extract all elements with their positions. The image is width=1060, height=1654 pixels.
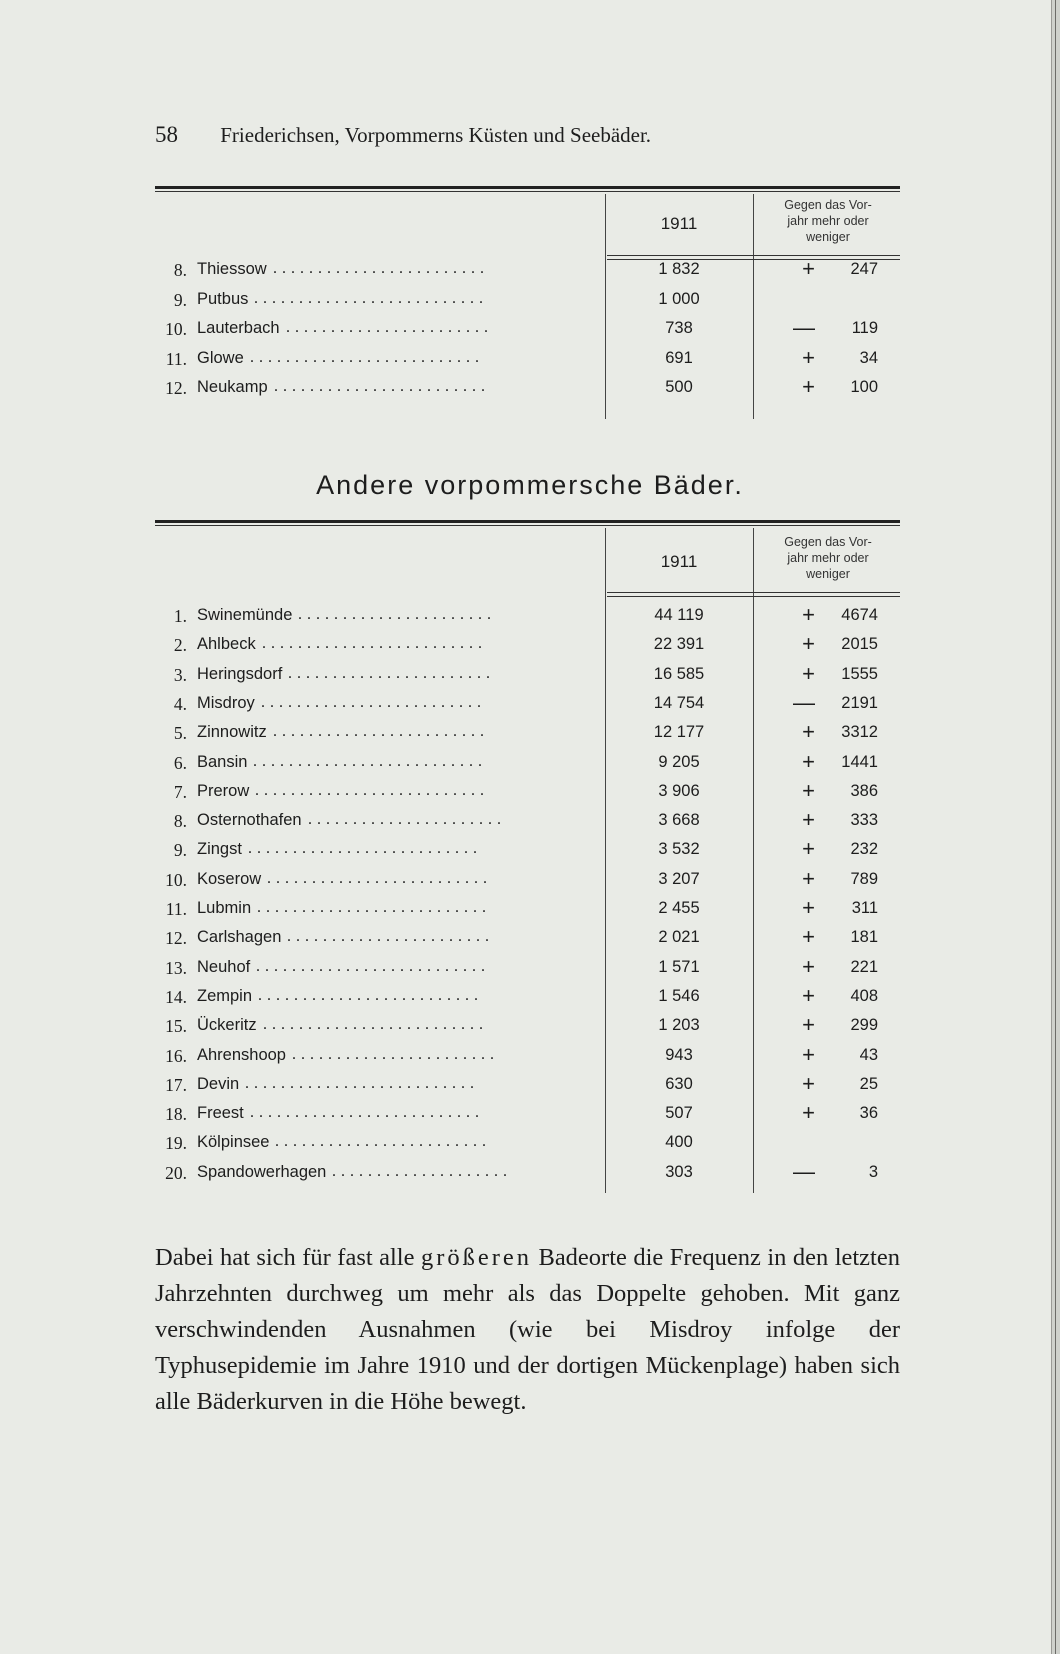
row-index: 4. [173,693,187,714]
row-index: 19. [165,1133,187,1154]
place-name: Neukamp [197,378,268,396]
place-name: Lubmin [197,899,252,917]
section-title: Andere vorpommersche Bäder. [316,470,744,500]
leader-dots: ...................... [308,811,506,829]
change-sign: + [802,631,815,657]
change-sign: + [802,807,815,833]
visitors-1911: 2 021 [658,928,700,947]
visitors-1911: 630 [665,1074,693,1093]
visitors-1911: 12 177 [653,723,705,742]
column-header-change-line: jahr mehr oder [787,214,869,228]
change-value: 1441 [841,752,878,771]
visitors-1911: 738 [665,319,693,337]
row-index: 5. [173,723,187,744]
change-value: 299 [850,1016,878,1035]
place-name: Carlshagen [197,928,282,947]
change-sign: + [802,1012,815,1038]
change-sign: — [793,315,815,340]
visitors-1911: 3 668 [658,811,700,830]
place-name: Freest [197,1104,244,1123]
visitors-1911: 400 [665,1133,693,1152]
visitors-1911: 1 832 [658,260,700,278]
row-index: 12. [165,928,187,949]
running-head [155,122,651,148]
visitors-1911: 1 571 [658,957,700,976]
visitors-1911: 44 119 [654,606,704,624]
change-sign: + [802,344,815,370]
change-value: 100 [850,378,878,396]
change-value: 34 [859,348,878,367]
place-name: Glowe [197,348,244,367]
leader-dots: ........................ [275,1133,491,1151]
place-name: Osternothafen [197,811,302,830]
row-index: 6. [173,752,187,773]
change-value: 181 [850,928,878,947]
change-sign: + [802,865,815,891]
visitors-1911: 691 [665,348,693,367]
leader-dots: ....................... [288,664,495,682]
place-name: Zempin [197,986,253,1005]
place-name: Thiessow [197,260,267,278]
row-index: 20. [165,1162,187,1183]
change-value: 221 [850,957,878,976]
row-index: 12. [165,378,187,398]
place-name: Heringsdorf [197,664,283,683]
column-header-change-line: jahr mehr oder [787,551,869,565]
row-index: 10. [165,869,187,890]
place-name: Ahlbeck [197,635,256,654]
table-top-rule [155,186,900,189]
visitors-1911: 3 532 [658,840,700,859]
place-name: Misdroy [197,693,255,712]
place-name: Zingst [197,840,242,859]
table-row [155,1158,900,1192]
change-value: 25 [859,1074,878,1093]
table-row [155,1100,900,1133]
visitors-1911: 943 [665,1045,693,1064]
change-sign: + [802,895,815,920]
paragraph-text: Badeorte die Frequenz in den letzten Jahrzehnten durchweg um mehr als das Doppelte gehoben. Mit ganz verschwindenden Ausnahmen (wie bei Misdroy infolge der Typhusepidemie im Jahre 1910 und der dortigen Mückenplage) haben sich alle Bäderkurven in die Höhe bewegt. [155,1244,900,1415]
row-index: 1. [173,606,187,626]
page-number: 58 [155,122,178,147]
column-header-change-line: weniger [806,230,850,244]
visitors-1911: 3 207 [658,869,700,888]
change-value: 247 [850,260,878,278]
column-header-year: 1911 [660,214,698,233]
leader-dots: .......................... [253,752,487,770]
paragraph-emphasis: größeren [420,1244,533,1271]
row-index: 10. [165,319,187,339]
leader-dots: ....................... [286,319,493,336]
leader-dots: ...................... [298,606,496,623]
place-name: Ückeritz [197,1016,257,1035]
row-index: 15. [165,1016,187,1037]
row-index: 11. [165,348,187,369]
visitors-1911: 1 546 [658,986,700,1005]
leader-dots: .......................... [254,289,488,307]
leader-dots: .......................... [245,1074,479,1092]
leader-dots: .................... [332,1162,512,1180]
change-sign: — [793,1158,815,1184]
row-index: 8. [173,260,187,280]
place-name: Kölpinsee [197,1133,270,1152]
visitors-1911: 1 203 [658,1016,700,1035]
row-index: 11. [165,899,187,919]
place-name: Zinnowitz [197,723,267,742]
leader-dots: ......................... [261,693,486,711]
row-index: 2. [173,635,187,656]
column-header-change-line: weniger [806,567,850,581]
change-sign: + [802,719,815,745]
place-name: Ahrenshoop [197,1045,286,1064]
change-sign: + [802,836,815,862]
change-sign: + [802,1100,815,1126]
leader-dots: ........................ [273,723,489,741]
column-header-change-line: Gegen das Vor- [784,535,872,549]
place-name: Spandowerhagen [197,1162,327,1181]
row-index: 7. [173,781,187,802]
row-index: 17. [165,1074,187,1095]
change-value: 3312 [841,723,878,742]
leader-dots: ......................... [267,869,492,887]
change-sign: + [802,1070,815,1096]
leader-dots: ........................ [273,260,489,277]
leader-dots: ........................ [274,378,490,395]
change-sign: + [802,924,815,950]
leader-dots: .......................... [250,348,484,366]
visitors-1911: 500 [665,378,693,396]
change-value: 408 [850,986,878,1005]
row-index: 13. [165,957,187,978]
leader-dots: .......................... [250,1104,484,1122]
visitors-1911: 303 [665,1162,693,1181]
place-name: Devin [197,1074,240,1093]
row-index: 14. [165,986,187,1007]
change-value: 333 [850,811,878,830]
change-value: 119 [851,319,878,337]
change-sign: + [802,1041,815,1067]
leader-dots: .......................... [255,781,489,799]
place-name: Lauterbach [197,319,280,337]
place-name: Koserow [197,869,262,888]
row-index: 8. [173,811,187,832]
visitors-1911: 14 754 [653,693,705,712]
change-value: 36 [859,1104,878,1123]
leader-dots: ....................... [292,1045,499,1063]
visitors-1911: 507 [665,1104,693,1123]
change-sign: + [802,777,815,803]
change-value: 1555 [841,664,878,683]
place-name: Bansin [197,752,248,771]
leader-dots: ......................... [263,1016,488,1034]
running-title: Friederichsen, Vorpommerns Küsten und Seebäder. [220,123,652,147]
leader-dots: .......................... [257,899,491,916]
change-sign: + [802,748,815,774]
leader-dots: ......................... [258,986,483,1004]
table-top-rule-thin [155,525,900,526]
header-rule [607,592,900,593]
change-sign: + [802,602,815,627]
change-sign: + [802,660,815,686]
change-sign: + [802,374,815,399]
table-top-rule [155,520,900,523]
change-sign: — [793,689,815,715]
header-rule [607,596,900,597]
column-header-change-line: Gegen das Vor- [784,198,872,212]
change-value: 789 [850,869,878,888]
paragraph-text: Dabei hat sich für fast alle [155,1244,421,1271]
visitors-1911: 22 391 [653,635,705,654]
column-header-change [753,534,903,582]
leader-dots: ......................... [262,635,487,653]
table-row [155,374,900,407]
leader-dots: ....................... [287,928,494,946]
change-value: 232 [850,840,878,859]
change-value: 2015 [841,635,878,654]
row-index: 9. [173,289,187,310]
column-header-change [753,197,903,245]
visitors-1911: 16 585 [653,664,705,683]
change-sign: + [802,256,815,281]
place-name: Swinemünde [197,606,293,624]
change-value: 386 [850,781,878,800]
visitors-1911: 9 205 [658,752,700,771]
visitors-1911: 2 455 [658,899,700,917]
change-value: 2191 [841,693,878,712]
visitors-1911: 3 906 [658,781,700,800]
row-index: 18. [165,1104,187,1125]
row-index: 16. [165,1045,187,1066]
page-edge [1051,0,1060,1654]
change-sign: + [802,953,815,979]
place-name: Prerow [197,781,250,800]
change-sign: + [802,982,815,1008]
leader-dots: .......................... [248,840,482,858]
visitors-1911: 1 000 [658,289,700,308]
change-value: 3 [868,1162,878,1181]
header-rule [607,255,900,256]
leader-dots: .......................... [256,957,490,975]
row-index: 9. [173,840,187,861]
change-value: 311 [851,899,878,917]
place-name: Neuhof [197,957,251,976]
place-name: Putbus [197,289,249,308]
row-index: 3. [173,664,187,685]
bath-table-1 [155,186,900,426]
column-header-year: 1911 [660,552,698,571]
table-row [155,256,900,289]
body-paragraph [155,1240,900,1420]
change-value: 4674 [841,606,878,624]
change-value: 43 [859,1045,878,1064]
table-top-rule-thin [155,191,900,192]
bath-table-2 [155,520,900,1200]
